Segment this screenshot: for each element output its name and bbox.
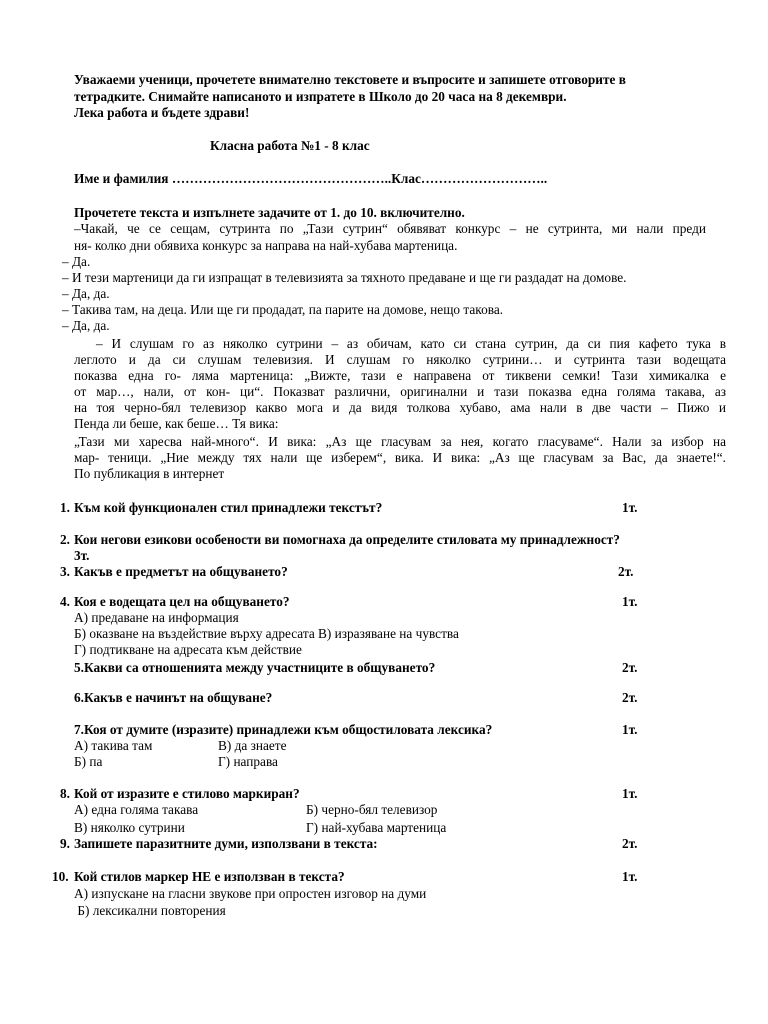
question-points: 1т.	[622, 869, 638, 884]
text-line: – И тези мартеници да ги изпращат в телевизията за тяхното предаване и ще ги раздадат на домове.	[62, 270, 627, 285]
text-line: –Чакай, че се сещам, сутринта по „Тази сутрин“ обявяват конкурс – не сутринта, ми нали преди	[74, 221, 706, 236]
text-line: – Да.	[62, 254, 91, 269]
answer-option: Б) лексикални повторения	[74, 903, 226, 918]
text-line: – Да, да.	[62, 318, 110, 333]
question-points: 2т.	[618, 564, 634, 579]
question-points: 3т.	[74, 548, 90, 563]
question-points: 1т.	[622, 786, 638, 801]
question-number: 9.	[60, 836, 70, 851]
question-number: 8.	[60, 786, 70, 801]
intro-line-1: Уважаеми ученици, прочетете внимателно текстовете и въпросите и запишете отговорите в	[74, 72, 626, 87]
text-line: леглото и да си слушам телевизия. И слушам го няколко сутрини… и сутринта тази водещата	[74, 352, 726, 367]
question-text: Кой стилов маркер НЕ е използван в текста?	[74, 869, 345, 884]
answer-option: Б) па	[74, 754, 103, 769]
answer-option: Г) най-хубава мартеница	[306, 820, 447, 835]
text-line: от мар…, нали, от кон- ци“. Показват различни, оригинални и тази показва една голяма такава, аз	[74, 384, 726, 399]
question-text: 7.Коя от думите (изразите) принадлежи към общостиловата лексика?	[74, 722, 493, 737]
text-line: на тоя черно-бял телевизор какво мога и да видя толкова хубаво, ама нали в две части – Пижо и	[74, 400, 726, 415]
question-text: 6.Какъв е начинът на общуване?	[74, 690, 273, 705]
answer-option: Г) подтикване на адресата към действие	[74, 642, 302, 657]
text-line: – Да, да.	[62, 286, 110, 301]
answer-option: А) една голяма такава	[74, 802, 199, 817]
question-number: 4.	[60, 594, 70, 609]
text-line: показва една го- ляма мартеница: „Вижте, тази е направена от тиквени семки! Тази химикалка е	[74, 368, 726, 383]
question-points: 1т.	[622, 722, 638, 737]
question-number: 2.	[60, 532, 70, 547]
text-line: мар- теници. „Ние между тях нали ще изберем“, вика. И вика: „Аз ще гласувам за Вас, да знаете!“.	[74, 450, 726, 465]
question-points: 2т.	[622, 836, 638, 851]
answer-option: Г) направа	[218, 754, 278, 769]
text-line: ня- колко дни обявиха конкурс за направа на най-хубава мартеница.	[74, 238, 458, 253]
text-line: – И слушам го аз няколко сутрини – аз обичам, като си стана сутрин, да си пия кафето тука в	[96, 336, 726, 351]
question-points: 2т.	[622, 690, 638, 705]
answer-option: Б) оказване на въздействие върху адресата В) изразяване на чувства	[74, 626, 459, 641]
text-line: „Тази ми харесва най-много“. И вика: „Аз ще гласувам за нея, когато гласуваме“. Нали за избор на	[74, 434, 726, 449]
answer-option: В) да знаете	[218, 738, 287, 753]
answer-option: А) такива там	[74, 738, 153, 753]
question-points: 1т.	[622, 594, 638, 609]
question-text: Какъв е предметът на общуването?	[74, 564, 288, 579]
answer-option: Б) черно-бял телевизор	[306, 802, 438, 817]
question-text: Запишете паразитните думи, използвани в текста:	[74, 836, 378, 851]
question-text: Кой от изразите е стилово маркиран?	[74, 786, 300, 801]
question-points: 2т.	[622, 660, 638, 675]
text-source: По публикация в интернет	[74, 466, 225, 481]
question-number: 10.	[52, 869, 69, 884]
intro-line-2: тетрадките. Снимайте написаното и изпратете в Школо до 20 часа на 8 декември.	[74, 89, 567, 104]
question-points: 1т.	[622, 500, 638, 515]
answer-option: А) предаване на информация	[74, 610, 239, 625]
question-text: Към кой функционален стил принадлежи текстът?	[74, 500, 383, 515]
answer-option: В) няколко сутрини	[74, 820, 185, 835]
question-number: 3.	[60, 564, 70, 579]
question-number: 1.	[60, 500, 70, 515]
question-text: Коя е водещата цел на общуването?	[74, 594, 290, 609]
name-class-field: Име и фамилия …………………………………………..Клас………………………..	[74, 171, 548, 186]
work-title: Класна работа №1 - 8 клас	[210, 138, 370, 153]
intro-line-3: Лека работа и бъдете здрави!	[74, 105, 250, 120]
text-line: Пенда ли беше, как беше… Тя вика:	[74, 416, 279, 431]
instruction: Прочетете текста и изпълнете задачите от 1. до 10. включително.	[74, 205, 465, 220]
answer-option: А) изпускане на гласни звукове при опростен изговор на думи	[74, 886, 427, 901]
question-text: Кои негови езикови особености ви помогнаха да определите стиловата му принадлежност?	[74, 532, 620, 547]
question-text: 5.Какви са отношенията между участниците в общуването?	[74, 660, 436, 675]
text-line: – Такива там, на деца. Или ще ги продадат, па парите на домове, нещо такова.	[62, 302, 504, 317]
